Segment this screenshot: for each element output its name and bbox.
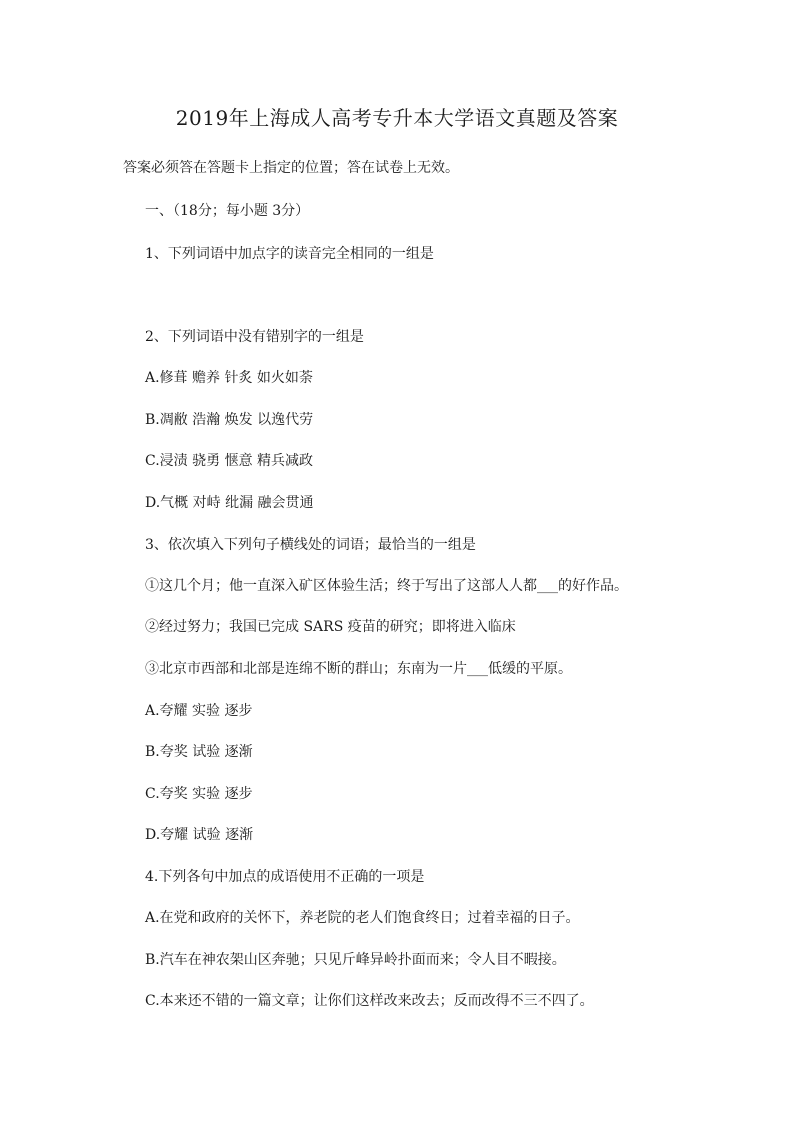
- question-2-option-b: B.凋敝 浩瀚 焕发 以逸代劳: [145, 412, 314, 428]
- document-title: 2019年上海成人高考专升本大学语文真题及答案: [175, 106, 619, 130]
- section-heading: 一、（18分；每小题 3分）: [145, 203, 310, 219]
- question-4-stem: 4.下列各句中加点的成语使用不正确的一项是: [145, 869, 425, 885]
- question-3-option-c: C.夸奖 实验 逐步: [145, 786, 253, 802]
- question-3-stem: 3、依次填入下列句子横线处的词语；最恰当的一组是: [145, 537, 476, 553]
- instruction-text: 答案必须答在答题卡上指定的位置；答在试卷上无效。: [123, 160, 459, 176]
- question-3-sentence-3: ③北京市西部和北部是连绵不断的群山；东南为一片___低缓的平原。: [145, 661, 572, 677]
- question-3-option-b: B.夸奖 试验 逐渐: [145, 744, 253, 760]
- question-4-option-b: B.汽车在神农架山区奔驰；只见斤峰异岭扑面而来；令人目不暇接。: [145, 952, 566, 968]
- question-2-option-a: A.修葺 赡养 针炙 如火如荼: [145, 370, 313, 386]
- question-2-option-d: D.气概 对峙 纰漏 融会贯通: [145, 495, 314, 511]
- question-4-option-c: C.本来还不错的一篇文章；让你们这样改来改去；反而改得不三不四了。: [145, 993, 594, 1009]
- question-3-option-a: A.夸耀 实验 逐步: [145, 703, 253, 719]
- question-2-option-c: C.浸渍 骁勇 惬意 精兵减政: [145, 453, 314, 469]
- question-2-stem: 2、下列词语中没有错别字的一组是: [145, 329, 364, 345]
- question-3-sentence-2: ②经过努力；我国已完成 SARS 疫苗的研究；即将进入临床: [145, 619, 516, 635]
- question-1-stem: 1、下列词语中加点字的读音完全相同的一组是: [145, 246, 434, 262]
- question-3-option-d: D.夸耀 试验 逐渐: [145, 827, 254, 843]
- question-4-option-a: A.在党和政府的关怀下，养老院的老人们饱食终日；过着幸福的日子。: [145, 910, 580, 926]
- question-3-sentence-1: ①这几个月；他一直深入矿区体验生活；终于写出了这部人人都___的好作品。: [145, 578, 628, 594]
